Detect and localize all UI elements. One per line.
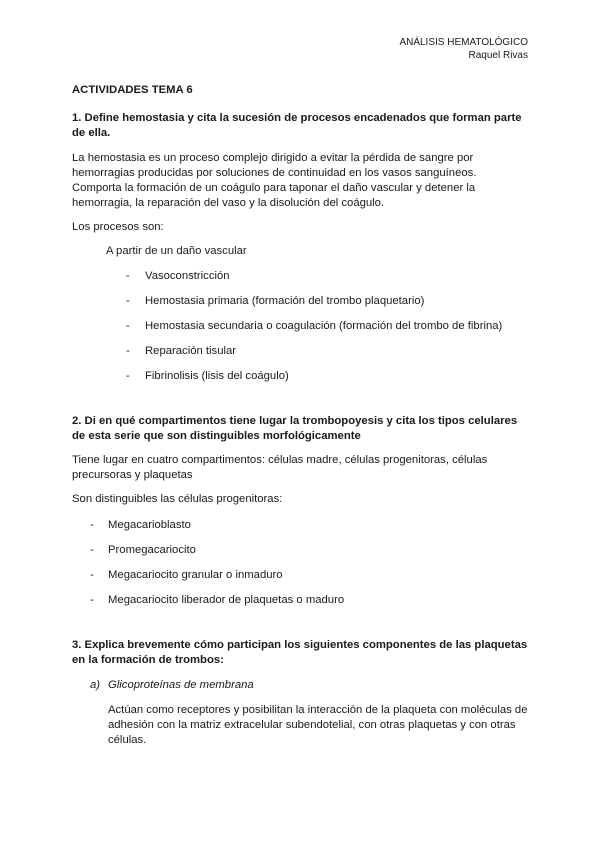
distinguishable-intro: Son distinguibles las células progenitoras: xyxy=(72,493,283,505)
dash-bullet: - xyxy=(90,594,94,606)
list-item xyxy=(126,319,528,344)
dash-bullet: - xyxy=(90,544,94,556)
cell-label: Promegacariocito xyxy=(108,544,196,556)
list-item xyxy=(126,294,528,319)
answer-2: Tiene lugar en cuatro compartimentos: células madre, células progenitoras, células precursoras y plaquetas xyxy=(72,454,488,481)
header-title: ANÁLISIS HEMATOLÓGICO xyxy=(399,37,528,48)
cell-label: Megacarioblasto xyxy=(108,519,191,531)
list-item xyxy=(90,543,528,568)
process-label: Hemostasia primaria (formación del trombo plaquetario) xyxy=(145,295,425,307)
cell-label: Megacariocito liberador de plaquetas o maduro xyxy=(108,594,345,606)
process-label: Hemostasia secundaria o coagulación (formación del trombo de fibrina) xyxy=(145,320,503,332)
question-3: 3. Explica brevemente cómo participan los siguientes componentes de las plaquetas en la formación de trombos: xyxy=(72,639,528,666)
list-item xyxy=(126,269,528,294)
dash-bullet: - xyxy=(126,320,130,332)
process-label: Fibrinolisis (lisis del coágulo) xyxy=(145,370,289,382)
activities-title: ACTIVIDADES TEMA 6 xyxy=(72,84,193,96)
processes-list xyxy=(72,269,528,394)
question-2: 2. Di en qué compartimentos tiene lugar la trombopoyesis y cita los tipos celulares de esta serie que son distinguibles morfológicamente xyxy=(72,415,518,442)
cells-list xyxy=(72,518,528,618)
dash-bullet: - xyxy=(90,569,94,581)
processes-start: A partir de un daño vascular xyxy=(106,245,247,257)
header-author: Raquel Rivas xyxy=(468,50,528,61)
list-item xyxy=(126,369,528,394)
dash-bullet: - xyxy=(126,370,130,382)
list-item xyxy=(126,344,528,369)
dash-bullet: - xyxy=(90,519,94,531)
item-a xyxy=(72,678,528,693)
item-a-marker: a) xyxy=(90,679,101,691)
process-label: Vasoconstricción xyxy=(145,270,230,282)
processes-intro: Los procesos son: xyxy=(72,221,164,233)
page-header xyxy=(399,36,528,62)
list-item xyxy=(90,518,528,543)
answer-1: La hemostasia es un proceso complejo dirigido a evitar la pérdida de sangre por hemorragias producidas por soluciones de continuidad en los vasos sanguíneos. Comporta la formación de un coágulo para taponar el daño vascular y detener la hemorragia, la reparación del vaso y la disolución del coágulo. xyxy=(72,152,477,209)
item-a-text: Actúan como receptores y posibilitan la interacción de la plaqueta con moléculas de adhesión con la matriz extracelular subendotelial, con otras plaquetas y con otras células. xyxy=(108,704,528,746)
list-item xyxy=(90,568,528,593)
list-item xyxy=(90,593,528,618)
dash-bullet: - xyxy=(126,345,130,357)
question-1: 1. Define hemostasia y cita la sucesión de procesos encadenados que forman parte de ella. xyxy=(72,112,522,139)
cell-label: Megacariocito granular o inmaduro xyxy=(108,569,283,581)
dash-bullet: - xyxy=(126,270,130,282)
dash-bullet: - xyxy=(126,295,130,307)
process-label: Reparación tisular xyxy=(145,345,237,357)
document-body xyxy=(72,83,528,748)
item-a-label: Glicoproteínas de membrana xyxy=(108,679,254,691)
